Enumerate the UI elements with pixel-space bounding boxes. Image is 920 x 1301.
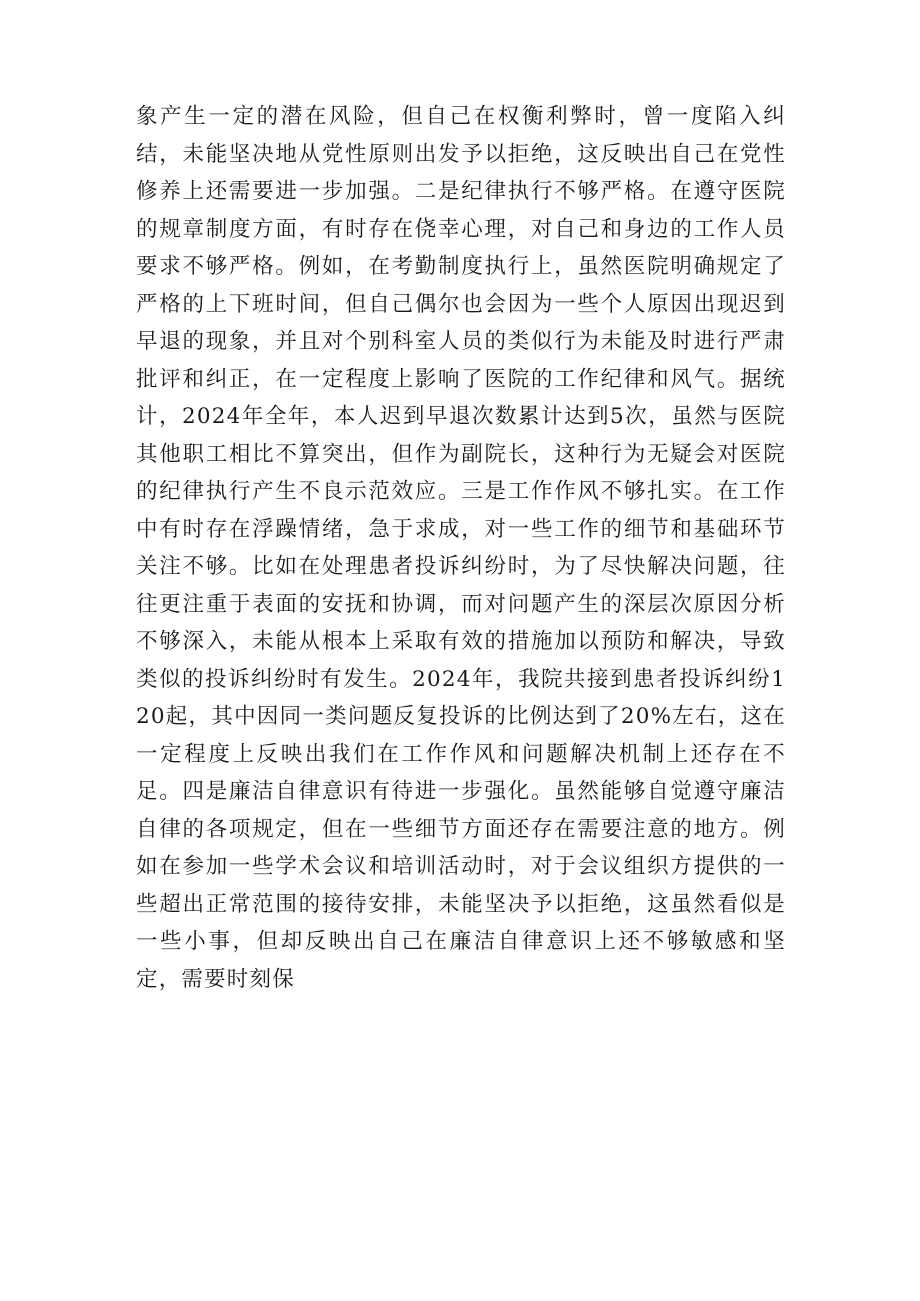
body-paragraph: 象产生一定的潜在风险，但自己在权衡利弊时，曾一度陷入纠结，未能坚决地从党性原则出发予以拒绝，这反映出自己在党性修养上还需要进一步加强。二是纪律执行不够严格。在遵守医院的规章制度方面，有时存在侥幸心理，对自己和身边的工作人员要求不够严格。例如，在考勤制度执行上，虽然医院明确规定了严格的上下班时间，但自己偶尔也会因为一些个人原因出现迟到早退的现象，并且对个别科室人员的类似行为未能及时进行严肃批评和纠正，在一定程度上影响了医院的工作纪律和风气。据统计，2024年全年，本人迟到早退次数累计达到5次，虽然与医院其他职工相比不算突出，但作为副院长，这种行为无疑会对医院的纪律执行产生不良示范效应。三是工作作风不够扎实。在工作中有时存在浮躁情绪，急于求成，对一些工作的细节和基础环节关注不够。比如在处理患者投诉纠纷时，为了尽快解决问题，往往更注重于表面的安抚和协调，而对问题产生的深层次原因分析不够深入，未能从根本上采取有效的措施加以预防和解决，导致类似的投诉纠纷时有发生。2024年，我院共接到患者投诉纠纷120起，其中因同一类问题反复投诉的比例达到了20%左右，这在一定程度上反映出我们在工作作风和问题解决机制上还存在不足。四是廉洁自律意识有待进一步强化。虽然能够自觉遵守廉洁自律的各项规定，但在一些细节方面还存在需要注意的地方。例如在参加一些学术会议和培训活动时，对于会议组织方提供的一些超出正常范围的接待安排，未能坚决予以拒绝，这虽然看似是一些小事，但却反映出自己在廉洁自律意识上还不够敏感和坚定，需要时刻保	[136, 104, 786, 992]
